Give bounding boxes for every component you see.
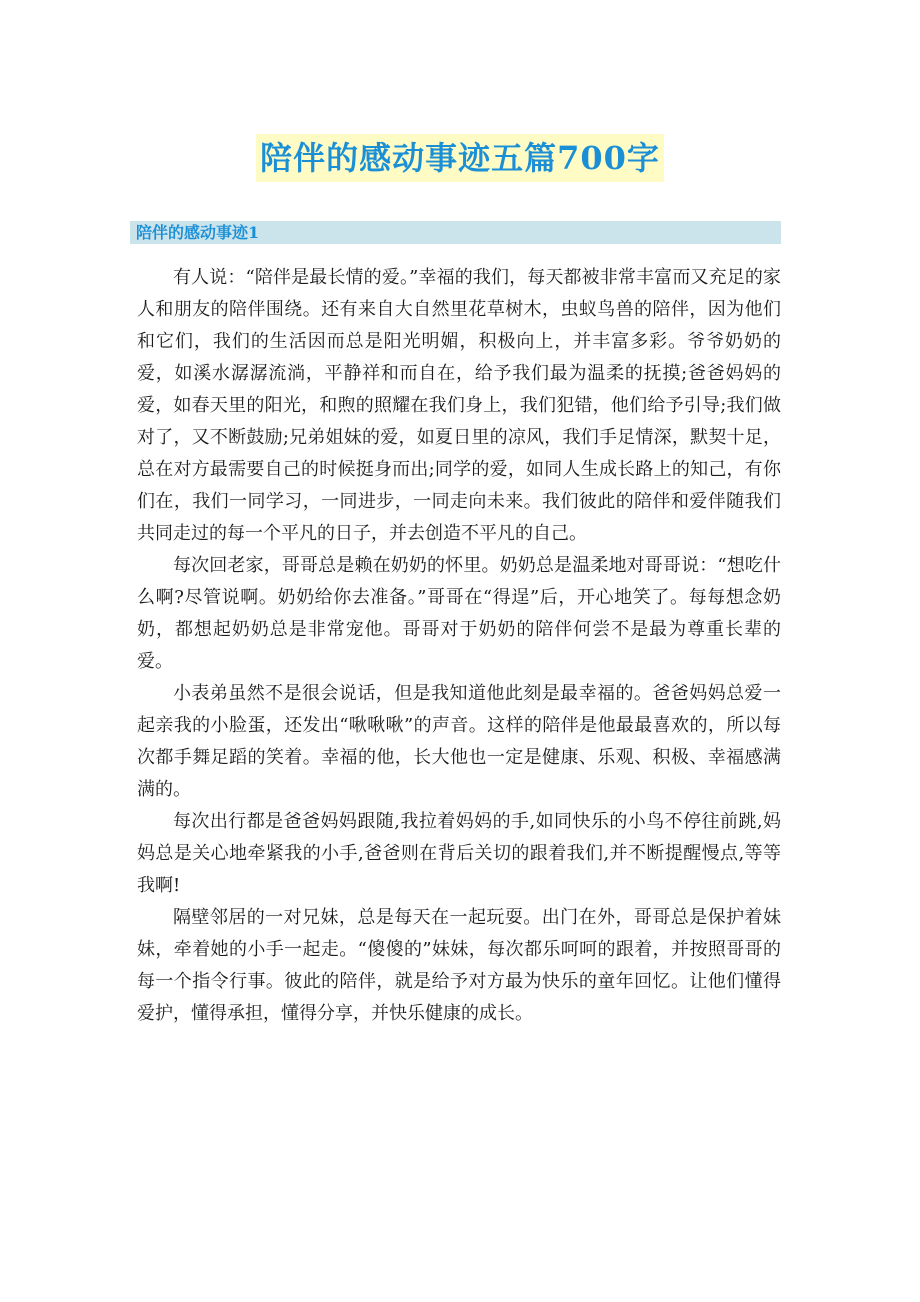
paragraph: 每次回老家，哥哥总是赖在奶奶的怀里。奶奶总是温柔地对哥哥说：“想吃什么啊?尽管说啊。奶奶给你去准备。”哥哥在“得逞”后，开心地笑了。每每想念奶奶，都想起奶奶总是非常宠他。哥哥对于奶奶的陪伴何尝不是最为尊重长辈的爱。	[137, 555, 781, 672]
paragraph: 每次出行都是爸爸妈妈跟随,我拉着妈妈的手,如同快乐的小鸟不停往前跳,妈妈总是关心地牵紧我的小手,爸爸则在背后关切的跟着我们,并不断提醒慢点,等等我啊!	[137, 811, 781, 896]
section-heading: 陪伴的感动事迹1	[130, 221, 781, 244]
document-title: 陪伴的感动事迹五篇700字	[256, 134, 664, 182]
paragraph: 小表弟虽然不是很会说话，但是我知道他此刻是最幸福的。爸爸妈妈总爱一起亲我的小脸蛋，还发出“啾啾啾”的声音。这样的陪伴是他最最喜欢的，所以每次都手舞足蹈的笑着。幸福的他，长大他也一定是健康、乐观、积极、幸福感满满的。	[137, 683, 781, 800]
article-body	[137, 262, 781, 1030]
title-container	[0, 134, 920, 182]
paragraph: 有人说：“陪伴是最长情的爱。”幸福的我们，每天都被非常丰富而又充足的家人和朋友的陪伴围绕。还有来自大自然里花草树木，虫蚁鸟兽的陪伴，因为他们和它们，我们的生活因而总是阳光明媚，积极向上，并丰富多彩。爷爷奶奶的爱，如溪水潺潺流淌，平静祥和而自在，给予我们最为温柔的抚摸;爸爸妈妈的爱，如春天里的阳光，和煦的照耀在我们身上，我们犯错，他们给予引导;我们做对了，又不断鼓励;兄弟姐妹的爱，如夏日里的凉风，我们手足情深，默契十足，总在对方最需要自己的时候挺身而出;同学的爱，如同人生成长路上的知己，有你们在，我们一同学习，一同进步，一同走向未来。我们彼此的陪伴和爱伴随我们共同走过的每一个平凡的日子，并去创造不平凡的自己。	[137, 267, 781, 544]
paragraph: 隔壁邻居的一对兄妹，总是每天在一起玩耍。出门在外，哥哥总是保护着妹妹，牵着她的小手一起走。“傻傻的”妹妹，每次都乐呵呵的跟着，并按照哥哥的每一个指令行事。彼此的陪伴，就是给予对方最为快乐的童年回忆。让他们懂得爱护，懂得承担，懂得分享，并快乐健康的成长。	[137, 907, 781, 1024]
